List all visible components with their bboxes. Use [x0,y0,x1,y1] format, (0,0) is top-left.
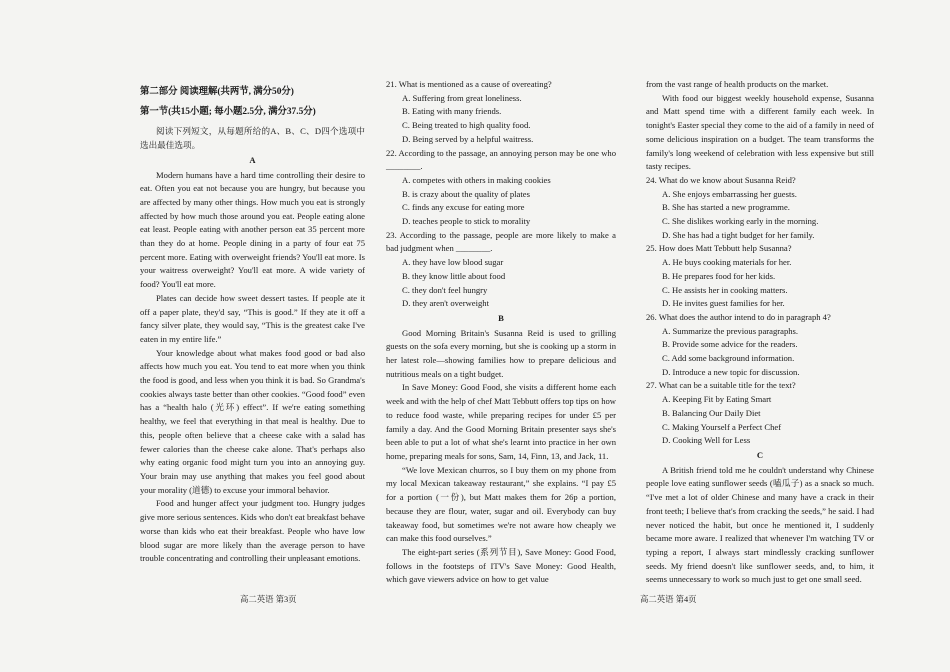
page-footer-right: 高二英语 第4页 [640,595,697,604]
passage-b-letter: B [498,312,504,323]
column-2 [386,78,616,587]
option: C. Being treated to high quality food. [402,120,531,131]
option: B. She has started a new programme. [662,202,790,213]
option: C. finds any excuse for eating more [402,202,525,213]
option: A. Suffering from great loneliness. [402,92,522,103]
option: B. Provide some advice for the readers. [662,339,798,350]
option: C. She dislikes working early in the morning. [662,216,819,227]
option: D. Being served by a helpful waitress. [402,133,534,144]
question-27 [646,379,874,448]
passage-b-paragraph: With food our biggest weekly household expense, Susanna and Matt spend time with a different family each week. In tonight's Easter special they come to the aid of a family in need of some delicious inspiration on a budget. The team transforms the family's long weekend of celebration with less expensive but still tasty recipes. [646,92,874,172]
passage-a-paragraph: Food and hunger affect your judgment too. Hungry judges give more serious sentences. Kids who don't eat breakfast behave worse than kids who eat their breakfast. People who have low blood sugar are more likely than the average person to have trouble concentrating and controlling their unpleasant emotions. [140,498,365,564]
option: C. they don't feel hungry [402,284,488,295]
option: D. teaches people to stick to morality [402,216,531,227]
option: A. Keeping Fit by Eating Smart [662,394,772,405]
option: D. He invites guest families for her. [662,298,785,309]
option: C. Making Yourself a Perfect Chef [662,421,782,432]
column-1 [140,78,365,566]
option: B. is crazy about the quality of plates [402,188,530,199]
passage-a-paragraph: Your knowledge about what makes food good or bad also affects how much you eat. You tend to eat more when you think the food is good, and less when you think it is bad. So Grandma's cookies always taste better than other cookies. “Good food” even has a “health halo (光环) effect”. If we're eating something healthy, we feel that everything in that meal is healthy. Due to this, people often believe that a cheese cake with a salad has fewer calories than the cheese cake alone. That's perhaps also why eating organic food might turn you into an annoying guy. Your brain may use anything that makes you feel good about your morality (道德) to excuse your immoral behavior. [140,347,365,495]
question-stem: 27. What can be a suitable title for the text? [646,380,796,391]
option: D. She has had a tight budget for her family. [662,229,815,240]
passage-b-paragraph: “We love Mexican churros, so I buy them on my phone from my local Mexican takeaway restaurant,” she explains. “I pay £5 for a portion (一份), but Matt makes them for 26p a portion, because they are flour, water, sugar and oil. Everybody can buy takeaway food, but sometimes we're not aware how cheaply we can make this food ourselves.” [386,464,616,544]
option: A. competes with others in making cookies [402,174,551,185]
question-stem: 22. According to the passage, an annoying person may be one who ________. [386,147,616,172]
option: A. She enjoys embarrassing her guests. [662,188,797,199]
option: B. they know little about food [402,270,506,281]
option: A. they have low blood sugar [402,257,504,268]
option: D. Cooking Well for Less [662,435,751,446]
option: A. Summarize the previous paragraphs. [662,325,799,336]
part-heading: 第二部分 阅读理解(共两节, 满分50分) [140,87,294,97]
option: C. He assists her in cooking matters. [662,284,788,295]
passage-a-letter: A [249,154,256,165]
passage-c-letter: C [756,449,764,460]
column-3 [646,78,874,587]
option: A. He buys cooking materials for her. [662,257,792,268]
option: B. Balancing Our Daily Diet [662,407,761,418]
question-23 [386,229,616,311]
question-25 [646,242,874,311]
instructions: 阅读下列短文，从每题所给的A、B、C、D四个选项中选出最佳选项。 [140,126,365,151]
passage-c-paragraph: A British friend told me he couldn't understand why Chinese people love eating sunflower seeds (嗑瓜子) as a snack so much. “I've met a lot of older Chinese and many have a crack in their front teeth; I believe that's from cracking the seeds,” he said. I had never noticed the habit, but once he mentioned it, I suddenly became more aware. I realized that whenever I'm watching TV or typing a report, I always start mindlessly cracking sunflower seeds. My friend doesn't like sunflower seeds, and, to him, it seems unnecessary to work so much just to get one small seed. [646,464,874,585]
question-22 [386,147,616,229]
option: B. He prepares food for her kids. [662,270,776,281]
passage-b-paragraph: In Save Money: Good Food, she visits a different home each week and with the help of chef Matt Tebbutt offers top tips on how to reduce food waste, while preparing recipes for under £5 per family a day. And the Good Morning Britain presenter says she's been able to put a lot of what she's learnt into practice in her own home, preparing meals for sons, Sam, 14, Finn, 13, and Jack, 11. [386,382,616,461]
question-stem: 23. According to the passage, people are more likely to make a bad judgment when ________. [386,229,616,254]
option: D. they aren't overweight [402,298,489,309]
option: D. Introduce a new topic for discussion. [662,366,800,377]
passage-b-continuation: from the vast range of health products on the market. [646,79,829,89]
question-24 [646,174,874,243]
passage-b-paragraph: Good Morning Britain's Susanna Reid is used to grilling guests on the sofa every morning, but she is cooking up a storm in her latest role—showing families how to prepare delicious and nutritious meals on a tight budget. [386,327,616,379]
question-stem: 21. What is mentioned as a cause of overeating? [386,79,552,89]
page-footer-left: 高二英语 第3页 [240,595,297,604]
question-stem: 24. What do we know about Susanna Reid? [646,174,796,185]
passage-a-paragraph: Modern humans have a hard time controlling their desire to eat. Often you eat not because you are hungry, but because you are affected by many other things. How much you eat is strongly affected by how much those around you eat. People eating alone eat least. People eating with another person eat 35 percent more than they do at home. People dining in a party of four eat 75 percent more. Eating with overweight friends? You'll eat more. Is your waitress overweight? You'll eat more. A wide variety of food? You'll eat more. [140,169,365,290]
section-heading: 第一节(共15小题; 每小题2.5分, 满分37.5分) [140,106,316,117]
option: B. Eating with many friends. [402,106,502,117]
option: C. Add some background information. [662,353,795,364]
question-stem: 26. What does the author intend to do in paragraph 4? [646,311,831,322]
passage-a-paragraph: Plates can decide how sweet dessert tastes. If people ate it off a paper plate, they'd say, “This is good.” If they ate it off a fancy silver plate, they would say, “This is the greatest cake I've eaten in my entire life.” [140,292,365,344]
question-26 [646,311,874,380]
passage-b-paragraph: The eight-part series (系列节目), Save Money: Good Food, follows in the footsteps of ITV's Save Money: Good Health, which gave viewers advice on how to get value [386,546,616,585]
question-stem: 25. How does Matt Tebbutt help Susanna? [646,243,792,254]
question-21 [386,78,616,147]
